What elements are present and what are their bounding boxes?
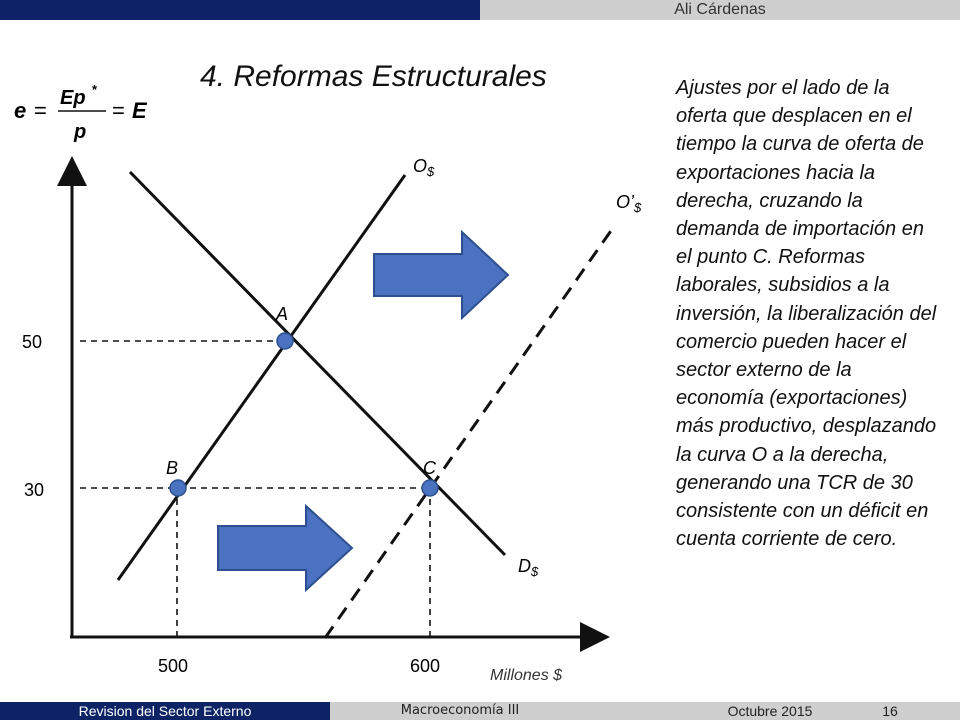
formula-numerator: Ep bbox=[60, 87, 86, 109]
formula-equals-1: = bbox=[34, 98, 47, 123]
x-tick-600: 600 bbox=[410, 656, 441, 676]
supply-label: $O_{\$}$ bbox=[413, 156, 435, 179]
point-b bbox=[170, 480, 186, 496]
y-tick-30: 30 bbox=[24, 480, 45, 500]
author-name: Ali Cárdenas bbox=[674, 1, 766, 18]
formula-denominator: p bbox=[74, 121, 87, 143]
footer-course: Macroeconomía III bbox=[400, 703, 520, 718]
point-a-label: A bbox=[276, 304, 289, 324]
x-axis-label: Millones $ bbox=[490, 667, 563, 684]
header-bar-dark bbox=[0, 0, 480, 20]
y-tick-50: 50 bbox=[22, 332, 43, 352]
point-c bbox=[422, 480, 438, 496]
formula-star: * bbox=[92, 82, 98, 97]
point-c-label: C bbox=[423, 458, 436, 478]
demand-curve bbox=[130, 172, 505, 555]
footer-section: Revision del Sector Externo bbox=[78, 703, 252, 719]
point-b-label: B bbox=[166, 458, 179, 478]
formula-rhs: E bbox=[132, 98, 147, 123]
footer-date: Octubre 2015 bbox=[727, 703, 813, 719]
point-a bbox=[277, 333, 293, 349]
formula-equals-2: = bbox=[112, 98, 125, 123]
footer-page-number: 16 bbox=[882, 703, 898, 719]
shifted-supply-label: $O’_{\$}$ bbox=[616, 192, 642, 215]
shift-arrow-lower bbox=[218, 506, 352, 590]
supply-curve bbox=[118, 175, 405, 580]
x-tick-500: 500 bbox=[158, 656, 189, 676]
shift-arrow-upper bbox=[374, 232, 508, 318]
slide-description: Ajustes por el lado de la oferta que desplacen en el tiempo la curva de oferta de exportaciones hacia la derecha, cruzando la demanda de importación en el punto C. Reformas laborales, subsidios a la inversión, la liberalización del comercio pueden hacer el sector externo de la economía (exportaciones) más productivo, desplazando la curva O a la derecha, generando una TCR de 30 consistente con un déficit en cuenta corriente de cero. bbox=[676, 77, 937, 551]
slide-title: 4. Reformas Estructurales bbox=[200, 60, 547, 93]
demand-label: $D_{\$}$ bbox=[518, 556, 539, 579]
supply-demand-diagram bbox=[0, 140, 660, 700]
formula-lhs: e bbox=[14, 98, 27, 123]
